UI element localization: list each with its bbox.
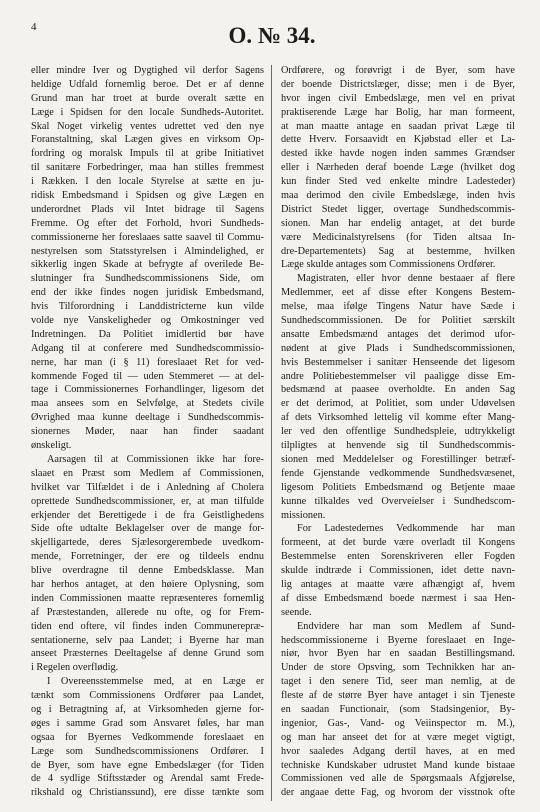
text-line: af disse Embedsmænd boede nærmest i saa Hen- (281, 592, 515, 604)
text-line: maa ansees som en Selvfølge, at Stedets civile (31, 398, 264, 410)
text-line: Skal Noget virkelig ventes udrettet ved den nye (31, 120, 264, 132)
text-line: end der ikke findes nogen juridisk Embedsmand, (31, 287, 264, 299)
text-line: heldige Udfald fornemlig beroe. Det er af denne (31, 78, 264, 90)
text-line: taget i den senere Tid, seer man nemlig, at de (281, 676, 515, 688)
text-line: Side ofte udtalte Beklagelser over de mange for- (31, 523, 264, 535)
text-line: hedscommissionerne i Byerne foreslaaet en Inge- (281, 634, 515, 646)
text-line: er det derimod, at Politiet, som under Udøvelsen (281, 398, 515, 410)
text-line: ler ved den offentlige Sundhedspleie, udtrykkeligt (281, 426, 515, 438)
text-line: missionen. (281, 509, 326, 521)
text-line: ridisk Embedsmand i Spidsen og give Lægen en (31, 190, 264, 202)
text-line: øges i samme Grad som Ansvaret føles, har man (31, 717, 264, 729)
text-line: de 4 sydlige Stiftsstæder og Arendal samt Frede- (31, 773, 264, 785)
text-line: Endvidere har man som Medlem af Sund- (297, 620, 515, 632)
text-line: slaaet en Præst som Medlem af Commissionen, (31, 467, 264, 479)
text-line: der boende Districtslæger, disse; men i de Byer, (281, 78, 515, 90)
paragraph (281, 522, 515, 619)
text-line: hvor saaledes Adgang dertil haves, at en med (281, 745, 515, 757)
paragraph (281, 620, 515, 801)
paragraph (31, 675, 264, 800)
text-line: og i Betragtning af, at Virksomheden gjerne for- (31, 703, 264, 715)
text-line: mende, Forretninger, der ere og tildeels endnu (31, 551, 264, 563)
text-line: District Stedet ligger, overtage Sundhedscommis- (281, 203, 515, 215)
text-line: sionernes Møder, naar han finder saadant (31, 426, 264, 438)
text-line: de Byer, som have egne Embedslæger (for Tiden (31, 759, 264, 771)
right-column (281, 64, 515, 800)
text-line: nestyrelsen som Statsstyrelsen i Almindelighed, er (31, 245, 264, 257)
text-line: Under de store Opsving, som Technikken har an- (281, 662, 515, 674)
text-line: erkjender det Berettigede i de fra Geistlighedens (31, 509, 264, 521)
text-line: tiden end oftere, vil findes inden Communerepræ- (31, 620, 264, 632)
paragraph (31, 453, 264, 675)
text-line: Grund man har troet at burde overalt sætte en (31, 92, 264, 104)
text-line: en saadan Functionair, (som Stadsingenior, By- (281, 703, 515, 715)
text-line: niør, hvor Byen har en saadan Bestillingsmand. (281, 648, 515, 660)
text-line: Indretningen. Da Politiet imidlertid bør have (31, 328, 264, 340)
text-line: der angaae dette Fag, og hvorom der visstnok ofte (281, 787, 515, 799)
text-line: tage i Commissionernes Forhandlinger, ligesom det (31, 384, 264, 396)
text-line: underordnet Plads vil Intet bidrage til Sagens (31, 203, 264, 215)
text-line: har herhos antaget, at den høiere Oplysning, som (31, 578, 264, 590)
text-line: lig antages at maatte være afhængigt af, hvem (281, 578, 515, 590)
text-line: nødent at give Plads i Sundhedscommissionen, (281, 342, 515, 354)
text-line: commissionerne her foreslaaes satte saavel til Commu- (31, 231, 264, 243)
text-line: skulde indtræde i Commissionen, idet dette navn- (281, 565, 515, 577)
text-line: Læge skulde antages som Commissionens Ordfører. (281, 259, 496, 271)
text-line: For Ladestedernes Vedkommende har man (297, 523, 515, 535)
text-line: praktiserende Læge har Bolig, har man formeent, (281, 106, 515, 118)
text-line: ingenior, Gas-, Vand- og Veiinspector m. M.), (281, 717, 515, 729)
text-line: af Præstestanden, allerede nu ofte, og for Frem- (31, 606, 264, 618)
text-line: oprettede Sundhedscommissioner, er, at man tilfulde (31, 495, 264, 507)
text-line: Bestemmelse enten Sorenskriveren eller Fogden (281, 551, 515, 563)
text-line: I Overeensstemmelse med, at en Læge er (47, 676, 264, 688)
text-line: dre-Departementets) Sag at bestemme, hvilken (281, 245, 515, 257)
text-line: fleste af de større Byer have antaget i sin Tjeneste (281, 690, 515, 702)
text-line: blive overdragne til denne Embedsklasse. Man (31, 565, 264, 577)
text-line: Sundhedscommissionen. De for Politiet særskilt (281, 315, 515, 327)
text-line: i Regelen overflødig. (31, 662, 119, 674)
text-line: melse, maa ifølge Tingens Natur have Sæde i (281, 301, 515, 313)
text-line: i Rækken. I den locale Styrelse at sætte en ju- (31, 176, 264, 188)
text-line: Læge som Sundhedscommissionens Ordfører. I (31, 745, 264, 757)
text-line: andre Politiebestemmelser vil paaligge disse Em- (281, 370, 515, 382)
text-line: seende. (281, 606, 312, 618)
text-line: hvilket var Tilfældet i de i Anledning af Cholera (31, 481, 264, 493)
text-line: techniske Kundskaber udrustet Mand kunde bistaae (281, 759, 515, 771)
paragraph (31, 64, 264, 453)
text-line: anseet Præsternes Deeltagelse af denne Grund som (31, 648, 264, 660)
text-line: skjelligartede, deres Sjælesorgerembede uvedkom- (31, 537, 264, 549)
text-line: være Medicinalstyrelsens (for Tiden altsaa In- (281, 231, 515, 243)
text-line: maa derimod den civile Embedslæge, inden hvis (281, 190, 515, 202)
text-line: af dets Virksomhed lettelig vil komme efter Mang- (281, 412, 515, 424)
left-column (31, 64, 264, 800)
paragraph (281, 272, 515, 522)
text-line: ogsaa for Byernes Vedkommende foreslaaet en (31, 731, 264, 743)
text-line: kommende Foged til — uden Stemmeret — at del- (31, 370, 264, 382)
text-line: ønskeligt. (31, 440, 72, 452)
paragraph (281, 64, 515, 272)
text-line: Læge i Spidsen for den locale Sundheds-Autoritet. (31, 106, 264, 118)
text-line: kun finder Sted ved enkelte mindre Ladesteder) (281, 176, 515, 188)
text-line: formeent, at det burde være overladt til Kongens (281, 537, 515, 549)
column-divider (271, 65, 272, 801)
text-line: dested ikke havde nogen inden sammes Grændser (281, 148, 515, 160)
text-line: og man har anseet det for at være meget vigtigt, (281, 731, 515, 743)
document-number: O. № 34. (228, 23, 316, 48)
text-line: fordring og moralsk Impuls til at gribe Initiativet (31, 148, 264, 160)
text-line: til sanitære Forbedringer, maa han stilles fremmest (31, 162, 264, 174)
text-line: Medlemmer, eet af disse efter Kongens Bestem- (281, 287, 515, 299)
text-line: bedsmænd at paasee overholdte. En anden Sag (281, 384, 515, 396)
text-line: at man maatte antage en saadan privat Læge til (281, 120, 515, 132)
text-line: slutninger fra Sundhedscommissionens Side, om (31, 273, 264, 285)
text-line: fende Gjenstande vedkommende Sundhedsvæsenet, (281, 467, 515, 479)
text-line: tænkt som Commissionens Ordfører paa Landet, (31, 690, 264, 702)
text-line: inden Commissionen maatte repræsenteres fornemlig (31, 592, 264, 604)
text-line: Magistraten, eller hvor denne bestaaer af flere (297, 273, 515, 285)
text-line: Ordførere, og forøvrigt i de Byer, som have (281, 65, 515, 76)
text-line: sentationerne, selv paa Landet; i Byerne har man (31, 634, 264, 646)
text-line: tilpligtes at henvende sig til Sundhedscommis- (281, 440, 515, 452)
text-line: Aarsagen til at Commissionen ikke har fore- (47, 453, 264, 465)
text-line: sionen med Meddelelser og Forestillinger betræf- (281, 453, 515, 465)
text-line: Øvrighed maa kunne deeltage i Sundhedscommis- (31, 412, 264, 424)
text-line: Foranstaltning, skal Lægen gives en virksom Op- (31, 134, 264, 146)
text-line: hvis Bestemmelser i sanitær Henseende det ligesom (281, 356, 515, 368)
text-line: volde nye Vanskeligheder og Omkostninger ved (31, 315, 264, 327)
text-line: ligesom Politiets Embedsmænd og Betjente maae (281, 481, 515, 493)
text-line: ansatte Embedsmænd antages det derimod ufor- (281, 328, 515, 340)
text-line: nerne, har man (i § 11) foreslaaet Ret for ved- (31, 356, 264, 368)
page-number: 4 (31, 21, 37, 33)
text-line: hvis Tilforordning i Landdistricterne kun vilde (31, 301, 264, 313)
text-line: sikkerlig ingen Skade at befrygte af overilede Be- (31, 259, 264, 271)
text-line: Adgang til at conferere med Sundhedscommissio- (31, 342, 264, 354)
text-line: eller mindre Iver og Dygtighed vil derfor Sagens (31, 65, 264, 76)
text-line: Fremme. Og efter det Forhold, hvori Sundheds- (31, 217, 264, 229)
text-line: Commissionen ved alle de Spørgsmaals Afgjørelse, (281, 773, 515, 785)
text-line: dette Hverv. Forsaavidt en Kjøbstad eller et La- (281, 134, 515, 146)
text-line: hvor ingen civil Embedslæge, men vel en privat (281, 92, 515, 104)
text-line: rikshald og Christianssund), ere disse tænkte som (31, 787, 264, 799)
text-line: eller i Nærheden deraf boende Læge (hvilket dog (281, 162, 515, 174)
text-line: kunne tilkaldes ved Overveielser i Sundhedscom- (281, 495, 515, 507)
text-line: sionen. Man har endelig antaget, at det burde (281, 217, 515, 229)
